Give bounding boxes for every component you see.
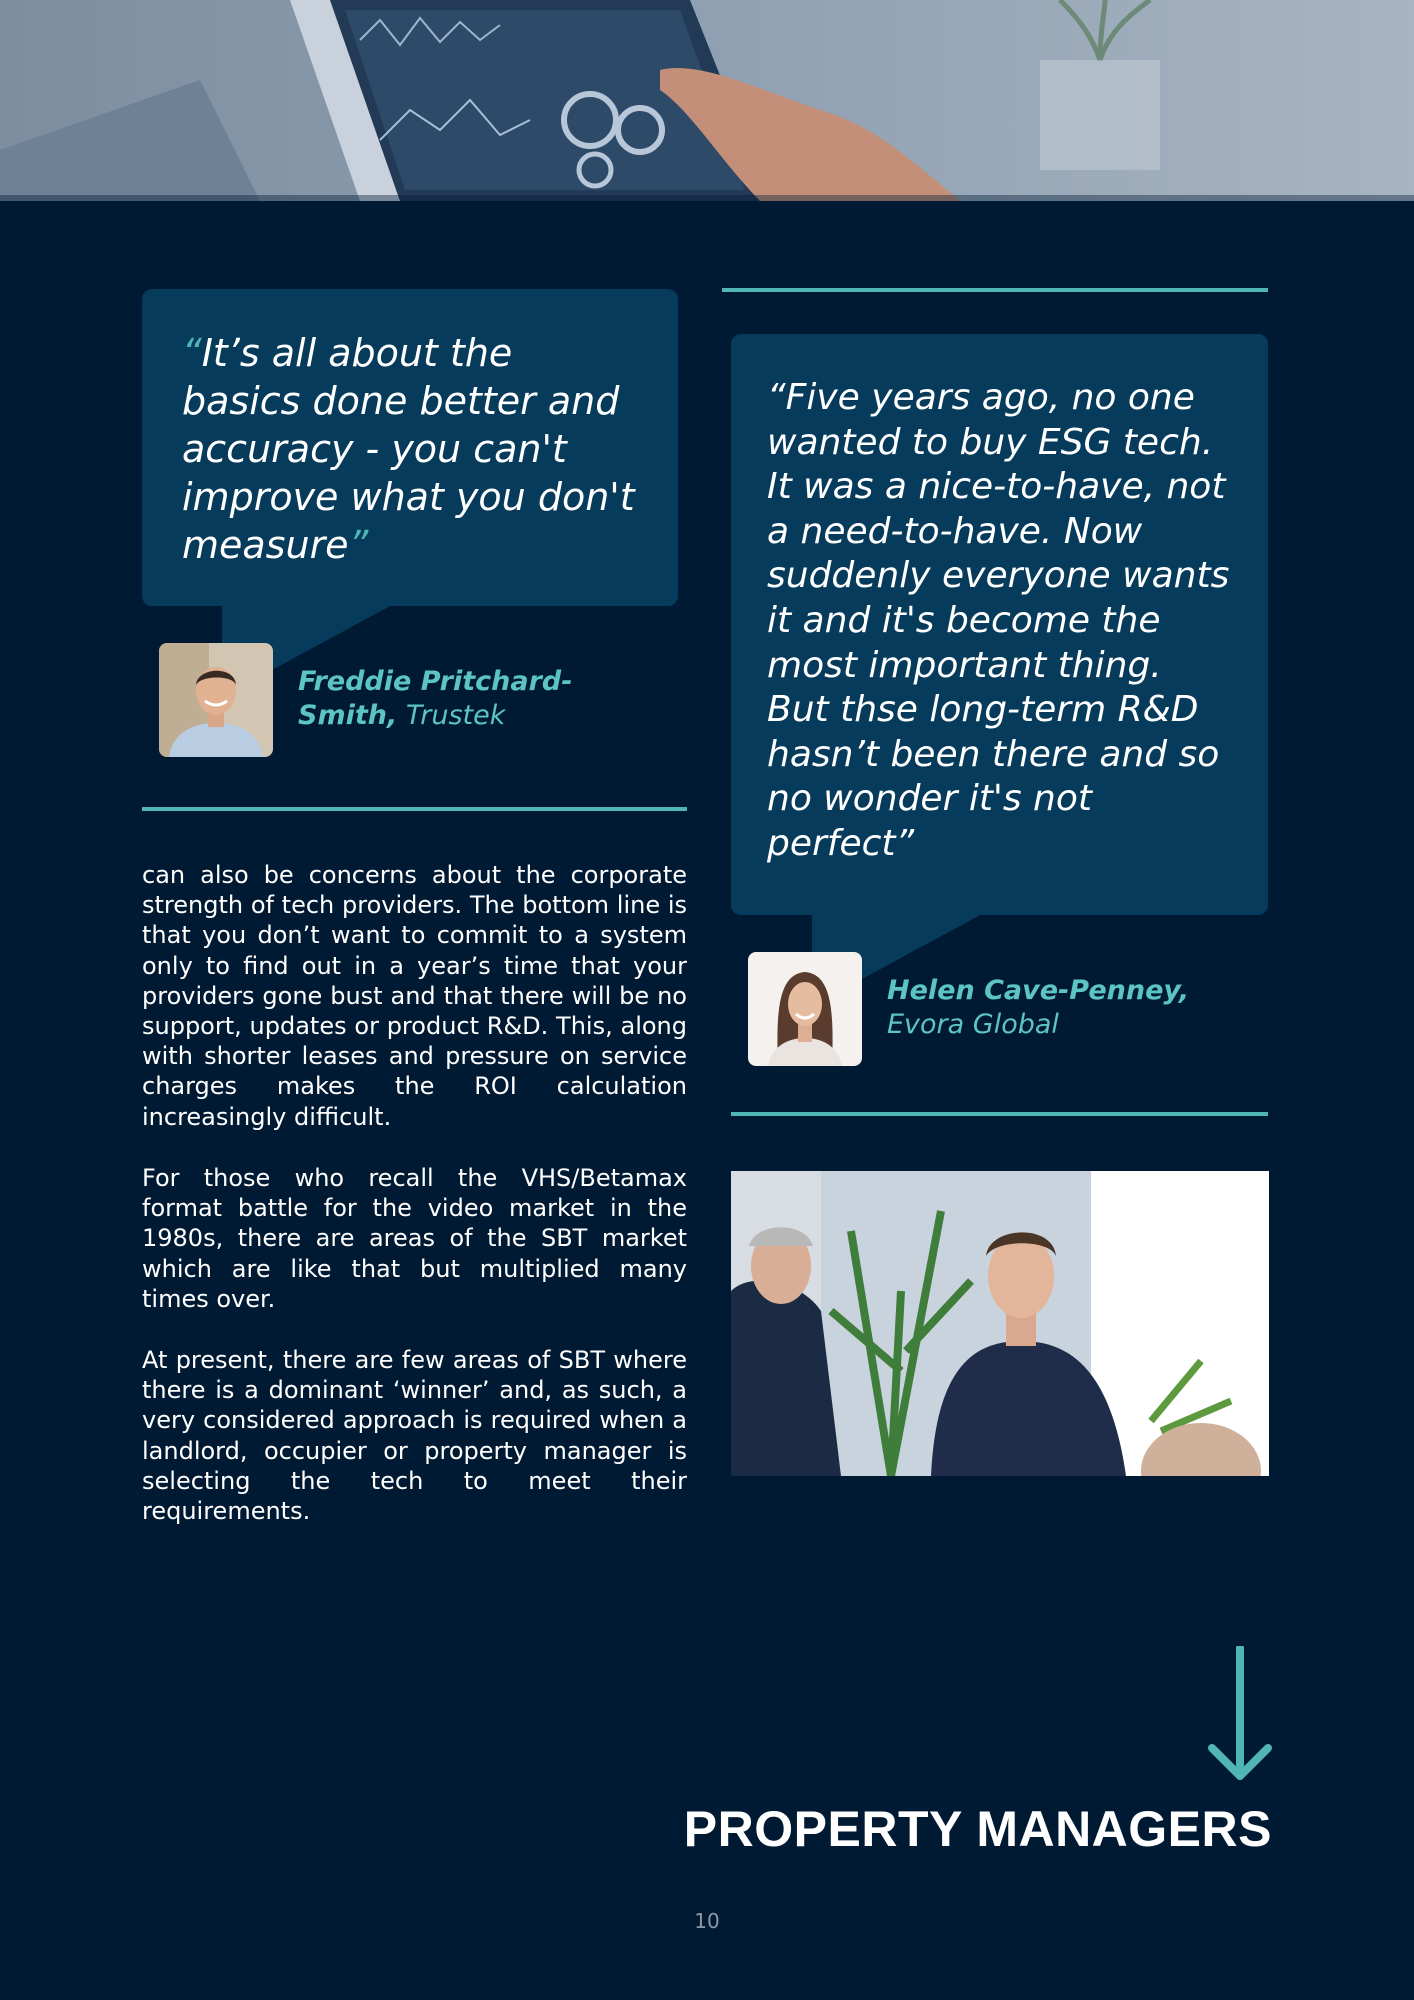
author-name: Freddie Pritchard-Smith, <box>298 666 573 731</box>
body-paragraph-3: At present, there are few areas of SBT where there is a dominant ‘winner’ and, as such, a very considered approach is required when a landlord, occupier or property manager is selecting the tech to meet their requirements. <box>142 1346 687 1526</box>
quote-attribution-evora <box>887 974 1247 1042</box>
avatar-helen <box>748 952 862 1066</box>
open-quote-mark: “ <box>182 331 202 375</box>
divider-right-top <box>722 288 1268 292</box>
body-paragraph-2: For those who recall the VHS/Betamax format battle for the video market in the 1980s, there are areas of the SBT market which are like that but multiplied many times over. <box>142 1164 687 1313</box>
page-number: 10 <box>694 1909 720 1933</box>
section-heading: PROPERTY MANAGERS <box>683 1801 1272 1857</box>
quote-body: It’s all about the basics done better and accuracy - you can't improve what you don't measure <box>182 331 635 567</box>
avatar-freddie <box>159 643 273 757</box>
author-name: Helen Cave-Penney, <box>887 975 1190 1006</box>
divider-right-bottom <box>731 1112 1268 1116</box>
close-quote-mark: ” <box>348 523 369 567</box>
arrow-down-icon <box>1207 1646 1273 1784</box>
author-org: Evora Global <box>887 1009 1059 1040</box>
hero-image <box>0 0 1414 201</box>
body-paragraph-1: can also be concerns about the corporate strength of tech providers. The bottom line is that you don’t want to commit to a system only to find out in a year’s time that your providers gone bust and that there will be no support, updates or product R&D. This, along with shorter leases and pressure on service charges makes the ROI calculation increasingly difficult. <box>142 861 687 1131</box>
panel-discussion-photo <box>731 1171 1269 1476</box>
quote-text <box>767 376 1232 867</box>
author-org: Trustek <box>405 700 506 731</box>
open-quote-mark: “ <box>767 377 786 418</box>
close-quote-mark: ” <box>895 822 915 864</box>
quote-box-trustek <box>142 289 678 606</box>
quote-attribution-trustek <box>298 665 628 733</box>
divider-left <box>142 807 687 811</box>
quote-text <box>182 329 638 569</box>
quote-box-evora <box>731 334 1268 915</box>
quote-body: Five years ago, no one wanted to buy ESG tech. It was a nice-to-have, not a need-to-have. Now suddenly everyone wants it and it's become the most important thing. But thse long-term R&D hasn’t been there and so no wonder it's not perfect <box>767 377 1230 864</box>
